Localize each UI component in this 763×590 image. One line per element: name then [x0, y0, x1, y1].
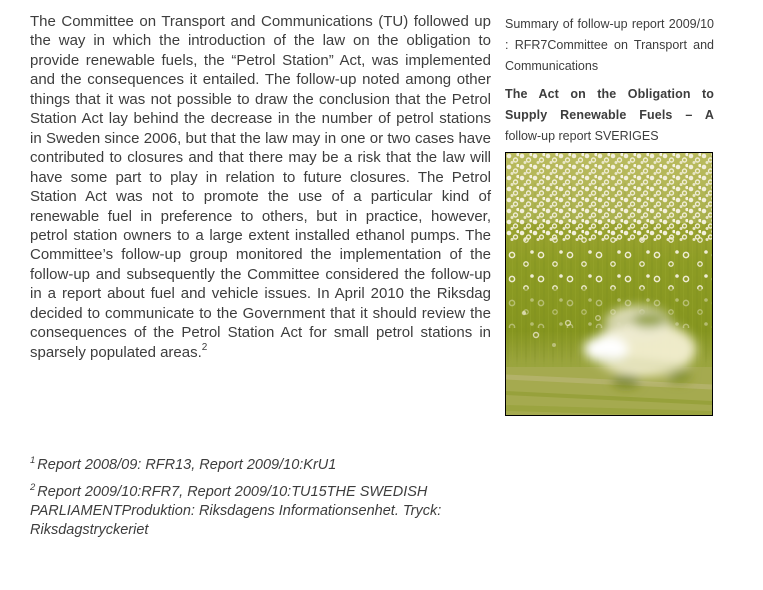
sidebar-title-bold: The Act on the Obligation to Supply Renewable Fuels – A [505, 87, 714, 122]
sidebar-title-regular: follow-up report SVERIGES [505, 129, 659, 143]
field-car-photo-svg [506, 153, 712, 415]
footnote-1-text: Report 2008/09: RFR13, Report 2009/10:KrU1 [37, 457, 337, 473]
sidebar [505, 14, 714, 416]
footnote-ref-2: 2 [201, 341, 208, 353]
body-paragraph [30, 12, 491, 362]
sidebar-summary: Summary of follow-up report 2009/10 : RFR7Committee on Transport and Communications [505, 17, 714, 73]
footnote-1 [30, 456, 474, 475]
footnote-2 [30, 483, 474, 540]
sidebar-title [505, 84, 714, 147]
footnotes-section [30, 456, 474, 548]
footnote-2-text: Report 2009/10:RFR7, Report 2009/10:TU15THE SWEDISH PARLIAMENTProduktion: Riksdagens Informationsenhet. Tryck: Riksdagstryckeriet [30, 484, 442, 538]
body-paragraph-text: The Committee on Transport and Communications (TU) followed up the way in which the introduction of the law on the obligation to provide renewable fuels, the “Petrol Station” Act, was implemented and the consequences it entailed. The follow-up noted among other things that it was not possible to draw the conclusion that the Petrol Station Act lay behind the decrease in the number of petrol stations in Sweden since 2006, but that the law may in one or two cases have contributed to closures and that there may be a risk that the law will have some part to play in relation to future closures. The Petrol Station Act was not to promote the use of a particular kind of renewable fuel in preference to others, but in practice, however, petrol station owners to a large extent installed ethanol pumps. The Committee’s follow-up group monitored the implementation of the follow-up and subsequently the Committee considered the follow-up in a report about fuel and vehicle issues. In April 2010 the Riksdag decided to communicate to the Government that it should review the consequences of the Petrol Station Act for small petrol stations in sparsely populated areas. [30, 13, 491, 361]
footnote-2-marker: 2 [30, 482, 36, 494]
field-car-photo [505, 152, 713, 416]
footnote-1-marker: 1 [30, 455, 36, 467]
main-column [30, 12, 491, 362]
